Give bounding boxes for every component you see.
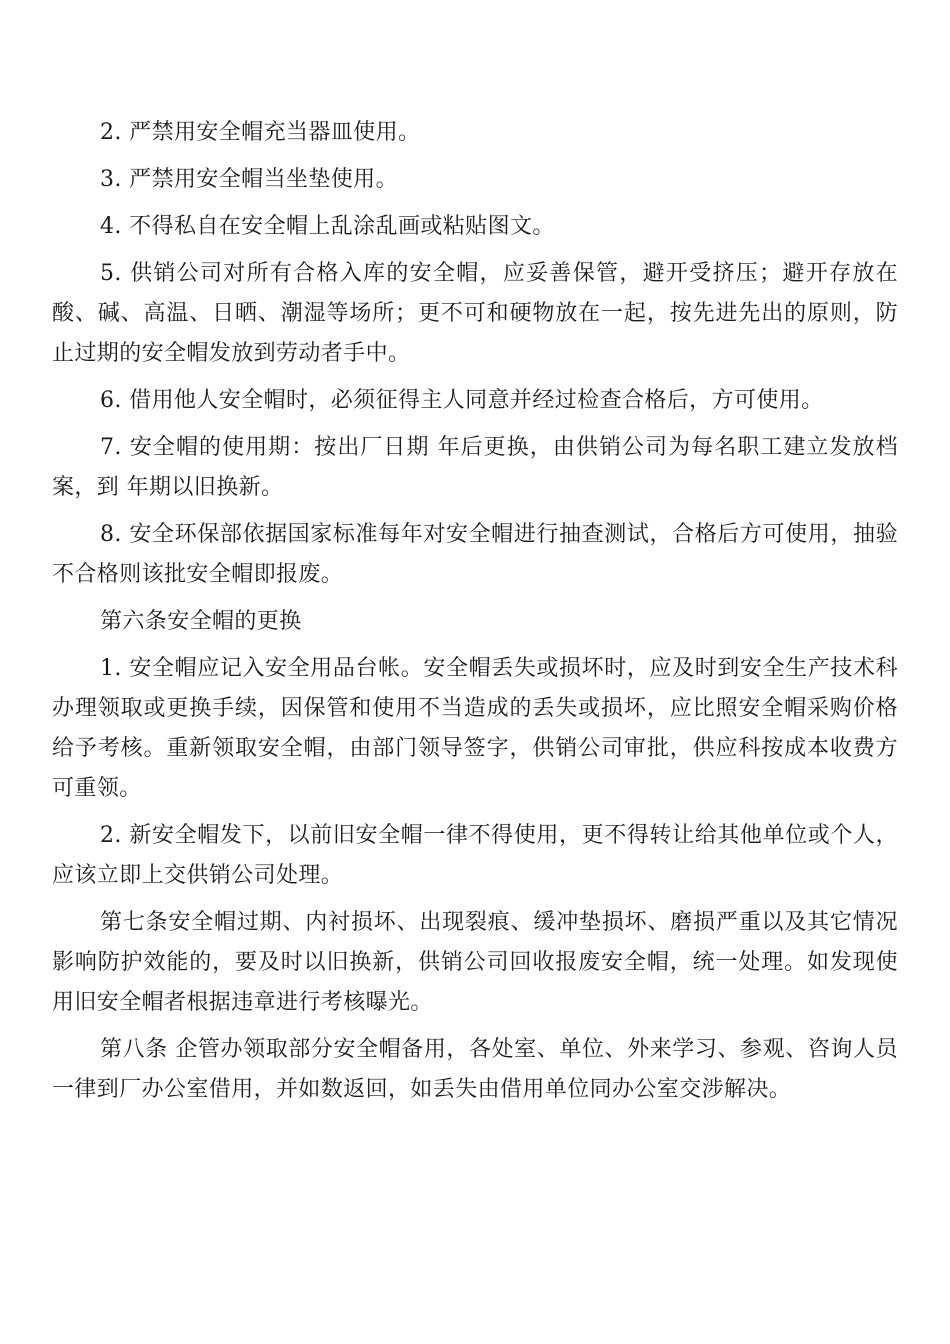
paragraph-rule-4: 4. 不得私自在安全帽上乱涂乱画或粘贴图文。 xyxy=(100,214,555,239)
paragraph-rule-2: 2. 严禁用安全帽充当器皿使用。 xyxy=(100,120,421,145)
paragraph-replacement-1: 1. 安全帽应记入安全用品台帐。安全帽丢失或损坏时，应及时到安全生产技术科办理领取或更换手续，因保管和使用不当造成的丢失或损坏，应比照安全帽采购价格给予考核。重新领取安全帽，由部门领导签字，供销公司审批，供应科按成本收费方可重领。 xyxy=(52,656,898,801)
paragraph-rule-3: 3. 严禁用安全帽当坐垫使用。 xyxy=(100,167,398,192)
paragraph-article-7: 第七条安全帽过期、内衬损坏、出现裂痕、缓冲垫损坏、磨损严重以及其它情况影响防护效能的，要及时以旧换新，供销公司回收报废安全帽，统一处理。如发现使用旧安全帽者根据违章进行考核曝光。 xyxy=(52,910,898,1015)
section-heading-article-6: 第六条安全帽的更换 xyxy=(100,609,302,634)
paragraph-rule-7: 7. 安全帽的使用期：按出厂日期 年后更换，由供销公司为每名职工建立发放档案，到 年期以旧换新。 xyxy=(52,435,898,500)
paragraph-replacement-2: 2. 新安全帽发下，以前旧安全帽一律不得使用，更不得转让给其他单位或个人，应该立即上交供销公司处理。 xyxy=(52,823,898,888)
document-body xyxy=(52,113,898,1117)
paragraph-rule-5: 5. 供销公司对所有合格入库的安全帽，应妥善保管，避开受挤压；避开存放在酸、碱、高温、日晒、潮湿等场所；更不可和硬物放在一起，按先进先出的原则，防止过期的安全帽发放到劳动者手中。 xyxy=(52,261,898,366)
paragraph-rule-8: 8. 安全环保部依据国家标准每年对安全帽进行抽查测试，合格后方可使用，抽验不合格则该批安全帽即报废。 xyxy=(52,522,898,587)
paragraph-rule-6: 6. 借用他人安全帽时，必须征得主人同意并经过检查合格后，方可使用。 xyxy=(100,388,824,413)
paragraph-article-8: 第八条 企管办领取部分安全帽备用，各处室、单位、外来学习、参观、咨询人员一律到厂办公室借用，并如数返回，如丢失由借用单位同办公室交涉解决。 xyxy=(52,1037,898,1102)
